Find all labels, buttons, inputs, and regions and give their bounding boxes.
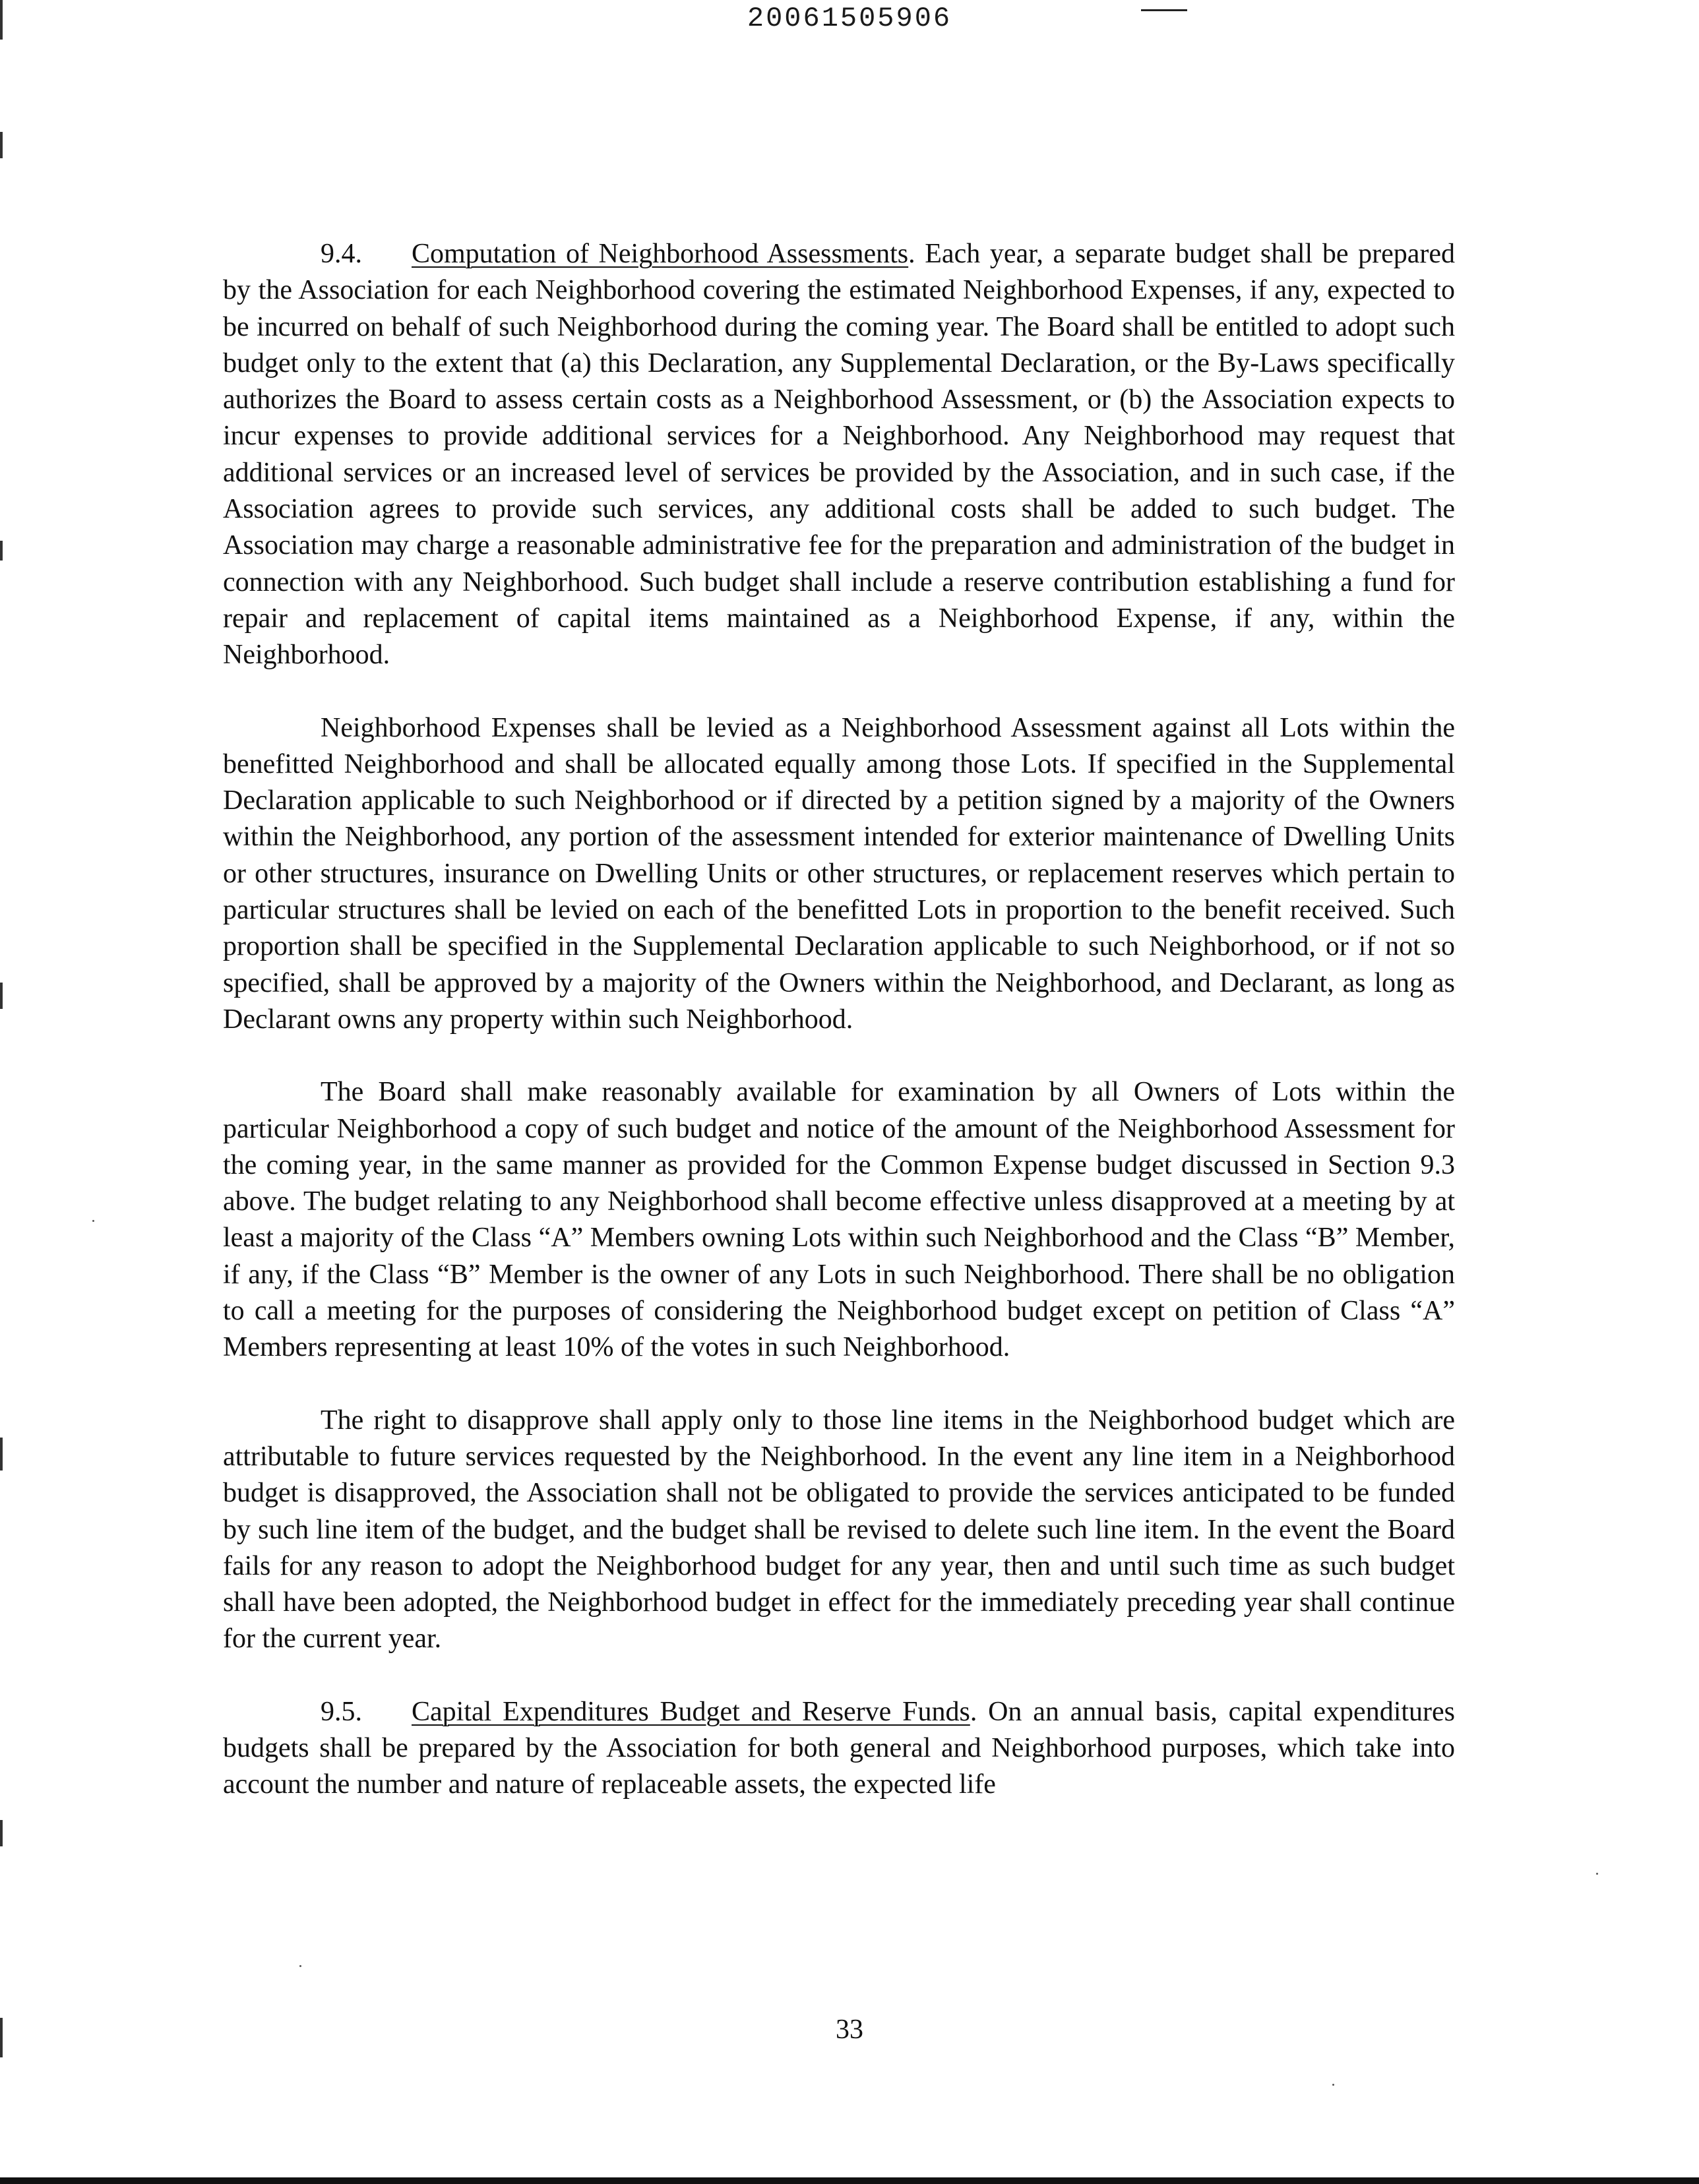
scan-speck xyxy=(1596,1873,1598,1875)
section-9-4-paragraph xyxy=(223,236,1455,674)
section-number: 9.4. xyxy=(321,239,362,269)
scan-speck xyxy=(299,1965,301,1967)
document-number: 20061505906 xyxy=(747,3,952,34)
document-body xyxy=(223,236,1455,1840)
section-title: Computation of Neighborhood Assessments xyxy=(412,239,909,269)
body-paragraph: The right to disapprove shall apply only to those line items in the Neighborhood budget which are attributable to future services requested by the Neighborhood. In the event any line item in a Neighborhood budget is disapproved, the Association shall not be obligated to provide the services anticipated to be funded by such line item of the budget, and the budget shall be revised to delete such line item. In the event the Board fails for any reason to adopt the Neighborhood budget for any year, then and until such time as such budget shall have been adopted, the Neighborhood budget in effect for the immediately preceding year shall continue for the current year. xyxy=(223,1405,1455,1654)
body-paragraph: Neighborhood Expenses shall be levied as a Neighborhood Assessment against all Lots within the benefitted Neighborhood and shall be allocated equally among those Lots. If specified in the Supplemental Declaration applicable to such Neighborhood or if directed by a petition signed by a majority of the Owners within the Neighborhood, any portion of the assessment intended for exterior maintenance of Dwelling Units or other structures, insurance on Dwelling Units or other structures, or replacement reserves which pertain to particular structures shall be levied on each of the benefitted Lots in proportion to the benefit received. Such proportion shall be specified in the Supplemental Declaration applicable to such Neighborhood, or if not so specified, shall be approved by a majority of the Owners within the Neighborhood, and Declarant, as long as Declarant owns any property within such Neighborhood. xyxy=(223,712,1455,1035)
section-body: . Each year, a separate budget shall be prepared by the Association for each Neighborhood covering the estimated Neighborhood Expenses, if any, expected to be incurred on behalf of such Neighborhood during the coming year. The Board shall be entitled to adopt such budget only to the extent that (a) this Declaration, any Supplemental Declaration, or the By-Laws specifically authorizes the Board to assess certain costs as a Neighborhood Assessment, or (b) the Association expects to incur expenses to provide additional services for a Neighborhood. Any Neighborhood may request that additional services or an increased level of services be provided by the Association, and in such case, if the Association agrees to provide such services, any additional costs shall be added to such budget. The Association may charge a reasonable administrative fee for the preparation and administration of the budget in connection with any Neighborhood. Such budget shall include a reserve contribution establishing a fund for repair and replacement of capital items maintained as a Neighborhood Expense, if any, within the Neighborhood. xyxy=(223,239,1455,671)
left-edge-scan-marks xyxy=(0,0,4,2184)
header-rule xyxy=(1141,9,1187,11)
body-paragraph: The Board shall make reasonably available for examination by all Owners of Lots within the particular Neighborhood a copy of such budget and notice of the amount of the Neighborhood Assessment for the coming year, in the same manner as provided for the Common Expense budget discussed in Section 9.3 above. The budget relating to any Neighborhood shall become effective unless disapproved at a meeting by at least a majority of the Class “A” Members owning Lots within such Neighborhood and the Class “B” Member, if any, if the Class “B” Member is the owner of any Lots in such Neighborhood. There shall be no obligation to call a meeting for the purposes of considering the Neighborhood budget except on petition of Class “A” Members representing at least 10% of the votes in such Neighborhood. xyxy=(223,1077,1455,1363)
page-number: 33 xyxy=(836,2015,863,2045)
section-body: . On an annual basis, capital expenditures budgets shall be prepared by the Association for both general and Neighborhood purposes, which take into account the number and nature of replaceable assets, the expected life xyxy=(223,1696,1456,1800)
section-9-5-paragraph xyxy=(223,1694,1455,1804)
scan-speck xyxy=(92,1220,94,1222)
scan-speck xyxy=(1332,2084,1334,2086)
section-title: Capital Expenditures Budget and Reserve Funds xyxy=(412,1696,970,1727)
section-number: 9.5. xyxy=(321,1696,362,1727)
page-bottom-border xyxy=(0,2177,1699,2184)
